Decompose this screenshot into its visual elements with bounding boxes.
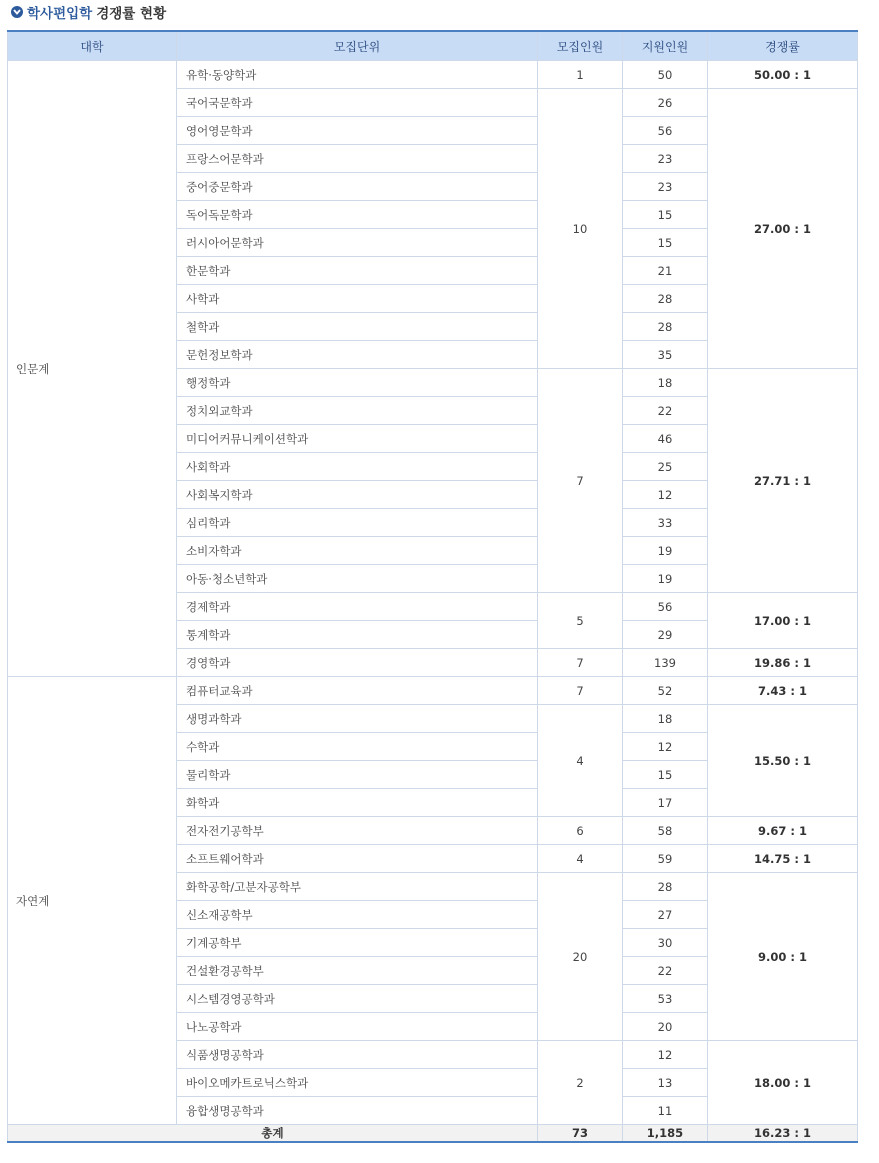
department-name: 미디어커뮤니케이션학과 xyxy=(177,425,538,453)
applicants-cell: 56 xyxy=(623,117,708,145)
header-college: 대학 xyxy=(8,31,177,61)
header-quota: 모집인원 xyxy=(538,31,623,61)
table-header-row xyxy=(8,31,858,61)
applicants-cell: 23 xyxy=(623,173,708,201)
applicants-cell: 35 xyxy=(623,341,708,369)
department-name: 러시아어문학과 xyxy=(177,229,538,257)
department-name: 중어중문학과 xyxy=(177,173,538,201)
total-label: 총계 xyxy=(8,1125,538,1143)
department-name: 영어영문학과 xyxy=(177,117,538,145)
ratio-cell: 19.86 : 1 xyxy=(708,649,858,677)
quota-cell: 1 xyxy=(538,61,623,89)
chevron-down-circle-icon xyxy=(11,6,23,18)
department-name: 정치외교학과 xyxy=(177,397,538,425)
department-name: 나노공학과 xyxy=(177,1013,538,1041)
competition-rate-table xyxy=(7,30,858,1143)
department-name: 수학과 xyxy=(177,733,538,761)
quota-cell: 10 xyxy=(538,89,623,369)
department-name: 유학·동양학과 xyxy=(177,61,538,89)
applicants-cell: 26 xyxy=(623,89,708,117)
applicants-cell: 46 xyxy=(623,425,708,453)
department-name: 건설환경공학부 xyxy=(177,957,538,985)
applicants-cell: 59 xyxy=(623,845,708,873)
applicants-cell: 19 xyxy=(623,565,708,593)
applicants-cell: 50 xyxy=(623,61,708,89)
department-name: 화학공학/고분자공학부 xyxy=(177,873,538,901)
quota-cell: 4 xyxy=(538,705,623,817)
department-name: 프랑스어문학과 xyxy=(177,145,538,173)
quota-cell: 7 xyxy=(538,649,623,677)
department-name: 아동·청소년학과 xyxy=(177,565,538,593)
quota-cell: 7 xyxy=(538,677,623,705)
department-name: 사학과 xyxy=(177,285,538,313)
quota-cell: 7 xyxy=(538,369,623,593)
department-name: 물리학과 xyxy=(177,761,538,789)
table-body xyxy=(8,61,858,1125)
applicants-cell: 21 xyxy=(623,257,708,285)
applicants-cell: 18 xyxy=(623,705,708,733)
applicants-cell: 28 xyxy=(623,285,708,313)
applicants-cell: 22 xyxy=(623,397,708,425)
applicants-cell: 11 xyxy=(623,1097,708,1125)
quota-cell: 6 xyxy=(538,817,623,845)
department-name: 한문학과 xyxy=(177,257,538,285)
department-name: 시스템경영공학과 xyxy=(177,985,538,1013)
department-name: 심리학과 xyxy=(177,509,538,537)
title-rest: 경쟁률 현황 xyxy=(96,6,167,22)
quota-cell: 4 xyxy=(538,845,623,873)
department-name: 식품생명공학과 xyxy=(177,1041,538,1069)
total-quota: 73 xyxy=(538,1125,623,1143)
applicants-cell: 23 xyxy=(623,145,708,173)
applicants-cell: 12 xyxy=(623,481,708,509)
applicants-cell: 33 xyxy=(623,509,708,537)
department-name: 생명과학과 xyxy=(177,705,538,733)
applicants-cell: 56 xyxy=(623,593,708,621)
department-name: 사회학과 xyxy=(177,453,538,481)
applicants-cell: 13 xyxy=(623,1069,708,1097)
total-ratio: 16.23 : 1 xyxy=(708,1125,858,1143)
ratio-cell: 18.00 : 1 xyxy=(708,1041,858,1125)
applicants-cell: 28 xyxy=(623,873,708,901)
applicants-cell: 22 xyxy=(623,957,708,985)
applicants-cell: 19 xyxy=(623,537,708,565)
header-ratio: 경쟁률 xyxy=(708,31,858,61)
quota-cell: 5 xyxy=(538,593,623,649)
ratio-cell: 9.67 : 1 xyxy=(708,817,858,845)
quota-cell: 20 xyxy=(538,873,623,1041)
applicants-cell: 52 xyxy=(623,677,708,705)
ratio-cell: 7.43 : 1 xyxy=(708,677,858,705)
applicants-cell: 53 xyxy=(623,985,708,1013)
department-name: 사회복지학과 xyxy=(177,481,538,509)
college-cell: 인문계 xyxy=(8,61,177,677)
applicants-cell: 15 xyxy=(623,229,708,257)
ratio-cell: 17.00 : 1 xyxy=(708,593,858,649)
quota-cell: 2 xyxy=(538,1041,623,1125)
ratio-cell: 9.00 : 1 xyxy=(708,873,858,1041)
department-name: 컴퓨터교육과 xyxy=(177,677,538,705)
department-name: 경제학과 xyxy=(177,593,538,621)
applicants-cell: 58 xyxy=(623,817,708,845)
department-name: 전자전기공학부 xyxy=(177,817,538,845)
department-name: 소프트웨어학과 xyxy=(177,845,538,873)
college-cell: 자연계 xyxy=(8,677,177,1125)
ratio-cell: 15.50 : 1 xyxy=(708,705,858,817)
department-name: 국어국문학과 xyxy=(177,89,538,117)
applicants-cell: 25 xyxy=(623,453,708,481)
department-name: 독어독문학과 xyxy=(177,201,538,229)
department-name: 경영학과 xyxy=(177,649,538,677)
department-name: 기계공학부 xyxy=(177,929,538,957)
header-unit: 모집단위 xyxy=(177,31,538,61)
table-row xyxy=(8,677,858,705)
header-applicants: 지원인원 xyxy=(623,31,708,61)
applicants-cell: 27 xyxy=(623,901,708,929)
ratio-cell: 27.00 : 1 xyxy=(708,89,858,369)
applicants-cell: 139 xyxy=(623,649,708,677)
department-name: 행정학과 xyxy=(177,369,538,397)
department-name: 화학과 xyxy=(177,789,538,817)
department-name: 소비자학과 xyxy=(177,537,538,565)
applicants-cell: 17 xyxy=(623,789,708,817)
total-applicants: 1,185 xyxy=(623,1125,708,1143)
applicants-cell: 20 xyxy=(623,1013,708,1041)
applicants-cell: 29 xyxy=(623,621,708,649)
department-name: 문헌정보학과 xyxy=(177,341,538,369)
ratio-cell: 14.75 : 1 xyxy=(708,845,858,873)
applicants-cell: 12 xyxy=(623,733,708,761)
applicants-cell: 15 xyxy=(623,761,708,789)
ratio-cell: 27.71 : 1 xyxy=(708,369,858,593)
department-name: 통계학과 xyxy=(177,621,538,649)
applicants-cell: 12 xyxy=(623,1041,708,1069)
department-name: 융합생명공학과 xyxy=(177,1097,538,1125)
applicants-cell: 30 xyxy=(623,929,708,957)
table-row xyxy=(8,61,858,89)
department-name: 철학과 xyxy=(177,313,538,341)
page-title xyxy=(11,2,166,22)
department-name: 신소재공학부 xyxy=(177,901,538,929)
applicants-cell: 15 xyxy=(623,201,708,229)
department-name: 바이오메카트로닉스학과 xyxy=(177,1069,538,1097)
title-highlight: 학사편입학 xyxy=(27,6,93,22)
applicants-cell: 18 xyxy=(623,369,708,397)
applicants-cell: 28 xyxy=(623,313,708,341)
total-row xyxy=(8,1125,858,1143)
ratio-cell: 50.00 : 1 xyxy=(708,61,858,89)
